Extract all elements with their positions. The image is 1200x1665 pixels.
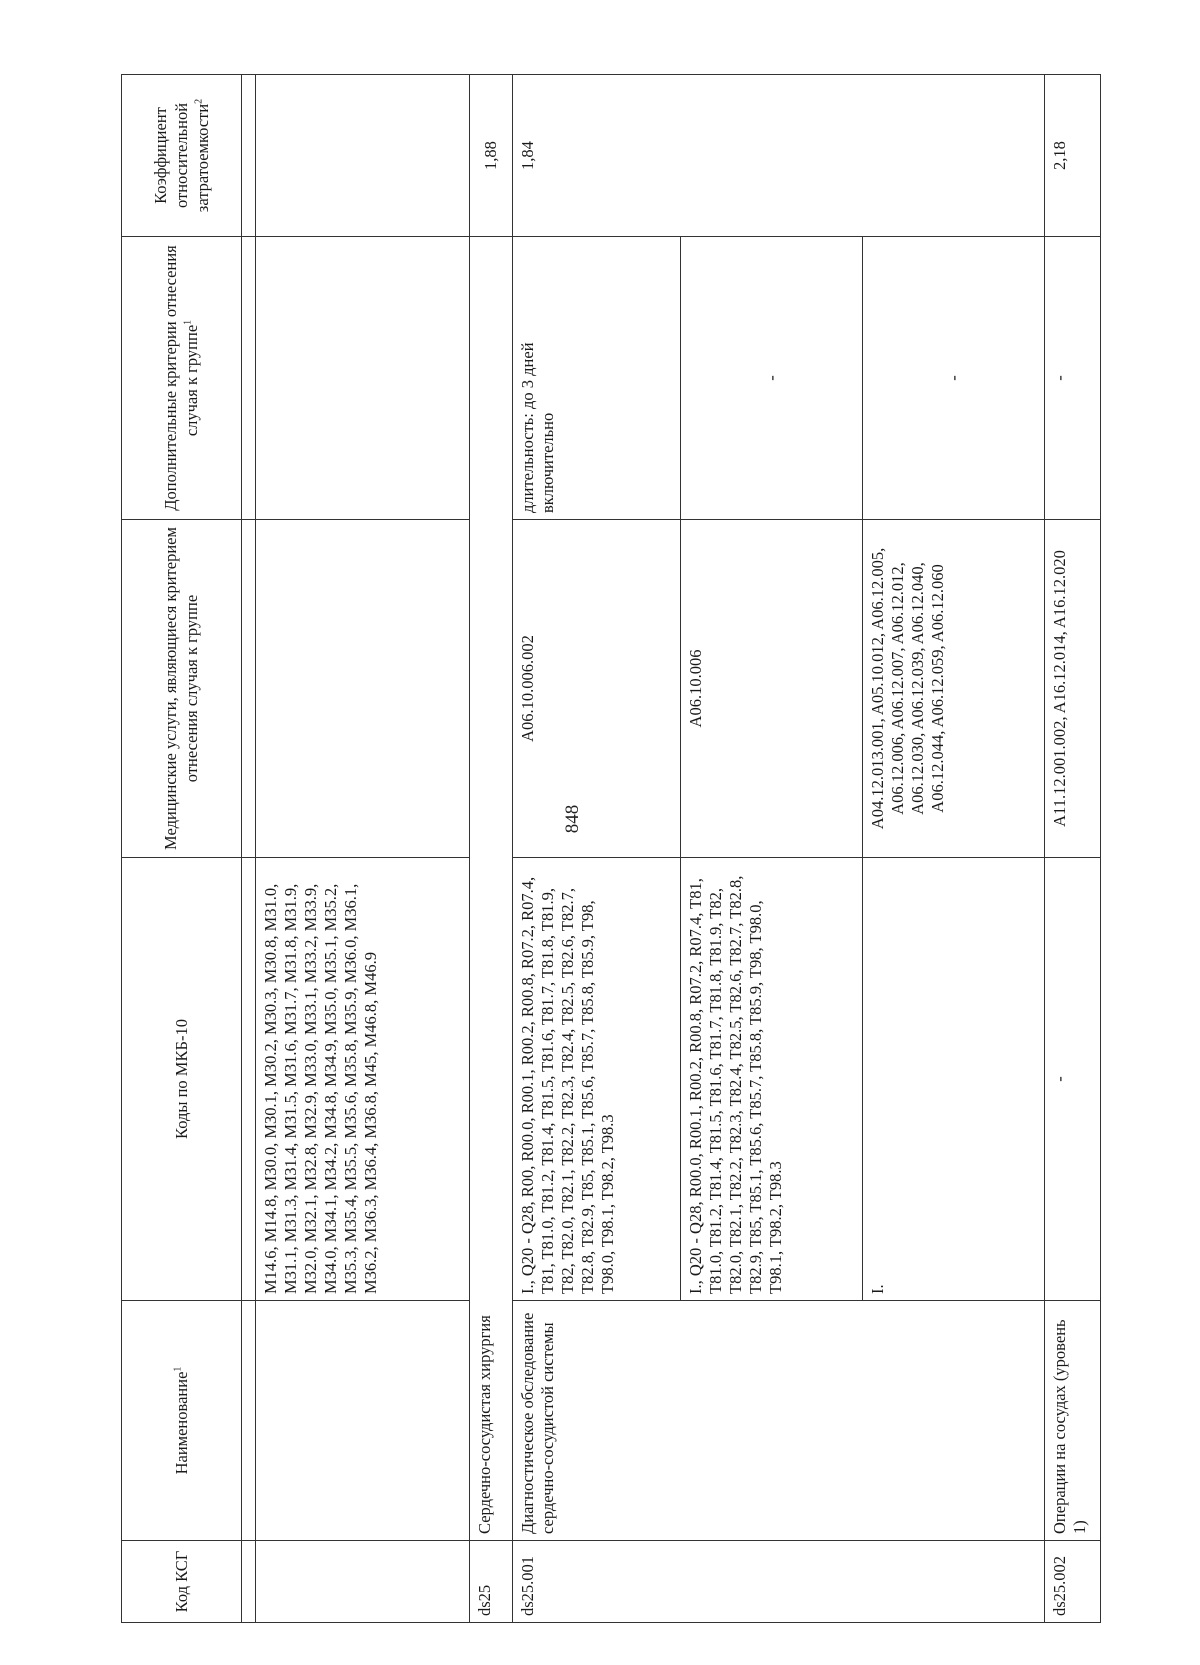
header-services: Медицинские услуги, являющиеся критерием отнесения случая к группе: [122, 520, 242, 858]
ds25-001-criteria-3: -: [863, 237, 1045, 520]
ds25-001-mkb-2: I., Q20 - Q28, R00.0, R00.1, R00.2, R00.8, R07.2, R07.4, T81, T81.0, T81.2, T81.4, T81.5, T81.6, T81.7, T81.8, T81.9, T82, T82.0, T82.1, T82.2, T82.3, T82.4, T82.5, T82.6, T82.7, T82.8, T82.9, T85, T85.1, T85.6, T85.7, T85.8, T85.9, T98, T98.0, T98.1, T98.2, T98.3: [681, 858, 863, 1301]
ds25-001-criteria-2: -: [681, 237, 863, 520]
ds25-002-criteria: -: [1045, 237, 1101, 520]
ksg-table: [121, 74, 1101, 1623]
ds25-001-mkb-1: I., Q20 - Q28, R00, R00.0, R00.1, R00.2, R00.8, R07.2, R07.4, T81, T81.0, T81.2, T81.4, T81.5, T81.6, T81.7, T81.8, T81.9, T82, T82.0, T82.1, T82.2, T82.3, T82.4, T82.5, T82.6, T82.7, T82.8, T82.9, T85, T85.1, T85.6, T85.7, T85.8, T85.9, T98, T98.0, T98.1, T98.2, T98.3: [512, 858, 680, 1301]
page-number: 848: [562, 804, 583, 834]
ds25-001-services-2: A06.10.006: [681, 520, 863, 858]
section-coef: 1,88: [470, 75, 513, 237]
header-mkb: Коды по МКБ-10: [122, 858, 242, 1301]
ds25-001-criteria-1: длительность: до 3 дней включительно: [512, 237, 680, 520]
ds25-002-row: [1045, 75, 1101, 1623]
ds25-001-coef: 1,84: [512, 75, 1044, 237]
header-criteria: Дополнительные критерии отнесения случая к группе$^1$: [122, 237, 242, 520]
section-name: Сердечно-сосудистая хирургия: [470, 237, 513, 1541]
ds25-001-row-1: [512, 75, 680, 1623]
ds25-001-mkb-3: I.: [863, 858, 1045, 1301]
header-code: Код КСГ: [122, 1541, 242, 1623]
ds25-002-name: Операции на сосудах (уровень 1): [1045, 1301, 1101, 1541]
header-name: Наименование$^1$: [122, 1301, 242, 1541]
ds25-001-code: ds25.001: [512, 1541, 1044, 1623]
ds25-002-coef: 2,18: [1045, 75, 1101, 237]
ds25-001-services-3: A04.12.013.001, A05.10.012, A06.12.005, A06.12.006, A06.12.007, A06.12.012, A06.12.030, A06.12.039, A06.12.040, A06.12.044, A06.12.059, A06.12.060: [863, 520, 1045, 858]
ds25-001-services-1: A06.10.006.002: [512, 520, 680, 858]
ds25-002-services: A11.12.001.002, A16.12.014, A16.12.020: [1045, 520, 1101, 858]
spacer-row: [241, 75, 255, 1623]
section-code: ds25: [470, 1541, 513, 1623]
document-table-rotated: [121, 75, 1101, 1623]
continuation-mkb: M14.6, M14.8, M30.0, M30.1, M30.2, M30.3, M30.8, M31.0, M31.1, M31.3, M31.4, M31.5, M31.6, M31.7, M31.8, M31.9, M32.0, M32.1, M32.8, M32.9, M33.0, M33.1, M33.2, M33.9, M34.0, M34.1, M34.2, M34.8, M34.9, M35.0, M35.1, M35.2, M35.3, M35.4, M35.5, M35.6, M35.8, M35.9, M36.0, M36.1, M36.2, M36.3, M36.4, M36.8, M45, M46.8, M46.9: [255, 858, 469, 1301]
ds25-002-code: ds25.002: [1045, 1541, 1101, 1623]
ds25-001-name: Диагностическое обследование сердечно-сосудистой системы: [512, 1301, 1044, 1541]
header-coef: Коэффициент относительной затратоемкости$^2$: [122, 75, 242, 237]
continuation-row: [255, 75, 469, 1623]
ds25-002-mkb: -: [1045, 858, 1101, 1301]
section-row: [470, 75, 513, 1623]
header-row: [122, 75, 242, 1623]
